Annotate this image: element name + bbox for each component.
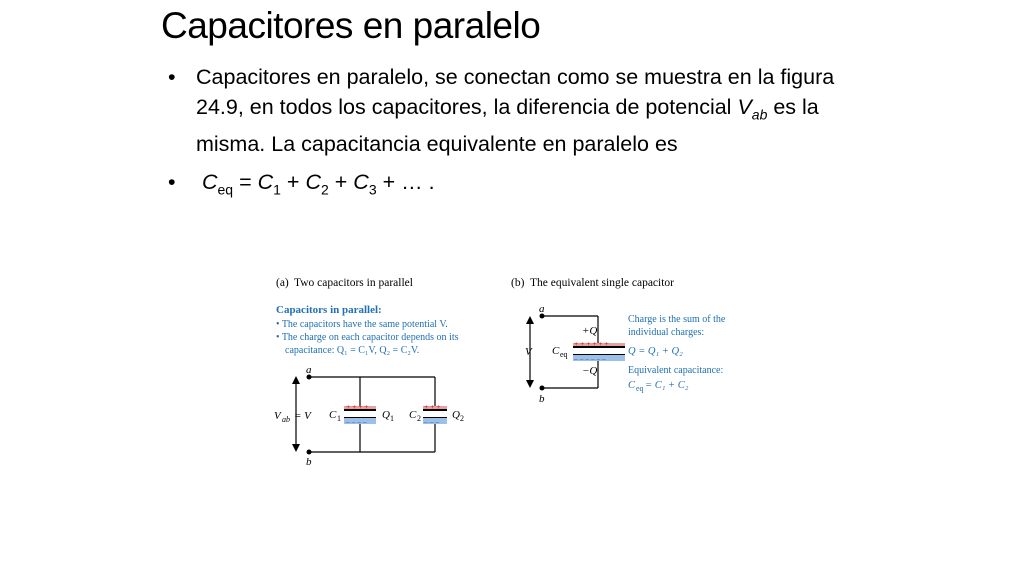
b-node-a-label: a: [539, 303, 545, 315]
node-a-label: a: [306, 364, 312, 376]
equals-sign: =: [233, 170, 258, 195]
ceq-minus-signs: – – – – – –: [574, 354, 606, 363]
c1-subscript: 1: [337, 414, 341, 423]
q1-subscript: 1: [390, 414, 394, 423]
ceq-label: C: [552, 345, 560, 357]
c2-symbol: C: [305, 170, 321, 195]
panel-b-note4: Equivalent capacitance:: [628, 365, 724, 376]
vab-arrowhead-down: [292, 444, 300, 452]
panel-b-tag: (b): [511, 277, 525, 289]
plus-sign: +: [328, 170, 354, 195]
v-label: V: [525, 346, 532, 358]
ceq-symbol: C: [201, 170, 218, 195]
panel-b-note5-sub: eq: [636, 384, 644, 393]
b-node-b-label: b: [539, 393, 545, 405]
panel-a-note2: • The charge on each capacitor depends on its: [276, 332, 459, 343]
node-b-dot: [307, 450, 312, 455]
bullet-item-description: [168, 62, 858, 159]
c1-plus-signs: + + + +: [346, 402, 369, 411]
c1-subscript: 1: [273, 181, 281, 198]
panel-b-caption: The equivalent single capacitor: [530, 277, 675, 289]
bullet-marker: •: [168, 65, 176, 89]
capacitor-figure: [260, 262, 780, 482]
panel-a-heading: Capacitors in parallel:: [276, 304, 382, 316]
formula: [196, 167, 858, 204]
node-b-label: b: [306, 456, 312, 468]
figure-svg: [260, 262, 780, 482]
v-arrowhead-up: [526, 316, 534, 324]
panel-b-note2: individual charges:: [628, 327, 705, 338]
vab-label: V: [274, 410, 281, 422]
c1-symbol: C: [257, 170, 274, 195]
plus-q-label: +Q: [582, 325, 598, 337]
c1-label: C: [329, 409, 337, 421]
panel-a-caption: Two capacitors in parallel: [294, 277, 413, 289]
vab-arrowhead-up: [292, 376, 300, 384]
c3-symbol: C: [353, 170, 369, 195]
vab-variable: V: [737, 95, 752, 119]
plus-sign: +: [280, 170, 306, 195]
panel-b-note3: Q = Q₁ + Q₂: [628, 346, 683, 357]
q2-subscript: 2: [460, 414, 464, 423]
bullet-text: [196, 62, 858, 159]
c2-label: C: [409, 409, 417, 421]
panel-b-note1: Charge is the sum of the: [628, 314, 726, 325]
ceq-plus-signs: + + + + + +: [574, 339, 609, 348]
vab-subscript: ab: [751, 106, 768, 123]
b-node-b-dot: [540, 386, 545, 391]
ceq-subscript: eq: [217, 181, 234, 198]
bullet-list: [168, 62, 858, 205]
panel-a-note3: capacitance: Q₁ = C₁V, Q₂ = C₂V.: [285, 345, 420, 356]
c3-subscript: 3: [368, 181, 377, 198]
q1-label: Q: [382, 409, 390, 421]
vab-equals-v: = V: [294, 410, 311, 422]
bullet-item-formula: [168, 167, 858, 204]
ceq-subscript: eq: [560, 350, 568, 359]
panel-b-note5: C: [628, 380, 636, 391]
text-after: es la misma. La capacitancia equivalente en paralelo es: [196, 95, 819, 157]
c2-subscript: 2: [417, 414, 421, 423]
c2-subscript: 2: [320, 181, 329, 198]
q2-label: Q: [452, 409, 460, 421]
vab-subscript: ab: [282, 415, 290, 424]
panel-a-tag: (a): [276, 277, 289, 289]
panel-a-note1: • The capacitors have the same potential V.: [276, 319, 448, 330]
c1-minus-signs: – – – –: [346, 417, 367, 426]
c2-minus-signs: – – –: [424, 417, 439, 426]
bullet-marker: •: [168, 170, 176, 195]
c2-plus-signs: + + +: [424, 402, 441, 411]
minus-q-label: −Q: [582, 365, 598, 377]
panel-b-note5-rest: = C₁ + C₂: [645, 380, 689, 391]
text-before: Capacitores en paralelo, se conectan como se muestra en la figura 24.9, en todos los capacitores, la diferencia de potencial: [196, 65, 835, 119]
slide-title: Capacitores en paralelo: [161, 5, 541, 46]
formula-tail: + … .: [376, 170, 435, 195]
v-arrowhead-down: [526, 380, 534, 388]
